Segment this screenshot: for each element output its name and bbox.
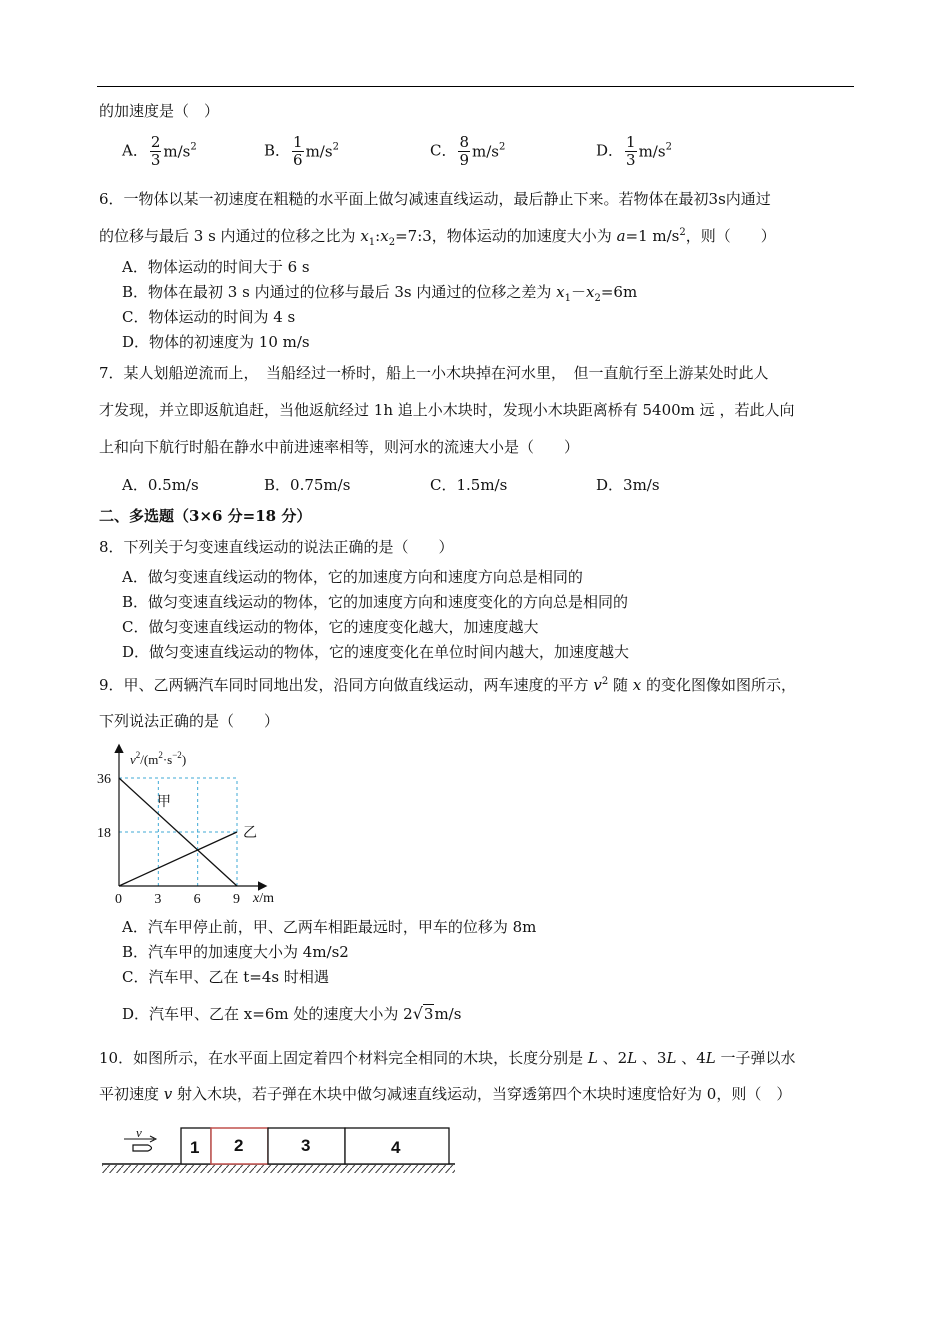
series-line-0 — [119, 778, 237, 886]
q7-option-d[interactable]: D．3m/s — [596, 476, 660, 494]
fraction: $\frac{2}{3}$ — [150, 133, 161, 169]
q7-option-b[interactable]: B．0.75m/s — [264, 476, 351, 494]
q7-option-c[interactable]: C．1.5m/s — [430, 476, 508, 494]
q5-continuation: 的加速度是（ ） — [99, 102, 220, 120]
x-axis-label: x/m — [253, 891, 274, 906]
fraction: $\frac{8}{9}$ — [459, 133, 470, 169]
q9-option-c[interactable]: C．汽车甲、乙在 t=4s 时相遇 — [122, 968, 329, 986]
x-tick-label: 3 — [154, 892, 162, 907]
q5-option-b[interactable]: B． $\frac{1}{6}$ $m/s^2$ — [264, 133, 339, 169]
header-rule — [97, 86, 854, 87]
origin-label: 0 — [115, 892, 122, 907]
v2-x-chart — [90, 740, 320, 910]
q8-stem: 8．下列关于匀变速直线运动的说法正确的是（ ） — [99, 538, 454, 556]
q7-option-a[interactable]: A．0.5m/s — [122, 476, 199, 494]
q5-option-d[interactable]: D． $\frac{1}{3}$ $m/s^2$ — [596, 133, 672, 169]
x-tick-label: 6 — [193, 892, 201, 907]
q9-option-a[interactable]: A．汽车甲停止前，甲、乙两车相距最远时，甲车的位移为 8m — [122, 918, 537, 936]
sqrt-sign: √ — [412, 1004, 423, 1023]
block-3-label: 3 — [301, 1136, 311, 1155]
q7-stem-line1: 7．某人划船逆流而上， 当船经过一桥时，船上一小木块掉在河水里， 但一直航行至上游某处时此人 — [99, 364, 769, 382]
block-1-label: 1 — [190, 1138, 200, 1157]
series-label-0: 甲 — [157, 795, 172, 811]
q6-option-a[interactable]: A．物体运动的时间大于 6 s — [122, 258, 310, 276]
q6-option-c[interactable]: C．物体运动的时间为 4 s — [122, 308, 296, 326]
q7-stem-line2: 才发现，并立即返航追赶，当他返航经过 1h 追上小木块时，发现小木块距离桥有 5400m 远 ，若此人向 — [99, 401, 795, 419]
q10-stem-line1: 10．如图所示，在水平面上固定着四个材料完全相同的木块，长度分别是 L 、2L 、3L 、4L 一子弹以水 — [99, 1049, 796, 1067]
section-heading: 二、多选题（3×6 分=18 分） — [99, 507, 312, 525]
q8-option-a[interactable]: A．做匀变速直线运动的物体，它的加速度方向和速度方向总是相同的 — [122, 568, 583, 586]
fraction: $\frac{1}{3}$ — [626, 133, 636, 169]
ground-hatching — [102, 1165, 455, 1173]
q8-option-b[interactable]: B．做匀变速直线运动的物体，它的加速度方向和速度变化的方向总是相同的 — [122, 593, 629, 611]
q6-option-d[interactable]: D．物体的初速度为 10 m/s — [122, 333, 310, 351]
fraction: $\frac{1}{6}$ — [293, 133, 303, 169]
wood-blocks-figure — [100, 1120, 460, 1180]
y-tick-label: 18 — [97, 826, 111, 841]
q5-option-a[interactable]: A． $\frac{2}{3}$ $m/s^2$ — [122, 133, 197, 169]
q7-stem-line3: 上和向下航行时船在静水中前进速率相等，则河水的流速大小是（ ） — [99, 438, 580, 456]
block-4-label: 4 — [391, 1138, 401, 1157]
y-tick-label: 36 — [97, 772, 111, 787]
q6-stem-line1: 6．一物体以某一初速度在粗糙的水平面上做匀减速直线运动，最后静止下来。若物体在最初3s内通过 — [99, 190, 771, 208]
q6-stem-line2: 的位移与最后 3 s 内通过的位移之比为 $x_1:x_2=7:3$，物体运动的加速度大小为 a=1 $m/s^2$，则（ ） — [99, 227, 776, 248]
q9-option-b[interactable]: B．汽车甲的加速度大小为 4m/s2 — [122, 943, 349, 961]
q6-option-b[interactable]: B．物体在最初 3 s 内通过的位移与最后 3s 内通过的位移之差为 $x_1-x_2=6m$ — [122, 283, 638, 304]
x-tick-label: 9 — [233, 892, 240, 907]
q9-option-d[interactable]: D．汽车甲、乙在 x=6m 处的速度大小为 2√3m/s — [122, 1004, 462, 1023]
q8-option-c[interactable]: C．做匀变速直线运动的物体，它的速度变化越大，加速度越大 — [122, 618, 539, 636]
bullet-icon — [133, 1145, 152, 1151]
q9-stem-line2: 下列说法正确的是（ ） — [99, 712, 280, 730]
velocity-label: v — [136, 1125, 142, 1140]
block-2-label: 2 — [234, 1136, 244, 1155]
y-axis-label: $v^2/(m^2\cdot s^{-2})$ — [130, 750, 187, 767]
q5-option-c[interactable]: C． $\frac{8}{9}$ $m/s^2$ — [430, 133, 506, 169]
series-label-1: 乙 — [243, 826, 257, 841]
q8-option-d[interactable]: D．做匀变速直线运动的物体，它的速度变化在单位时间内越大，加速度越大 — [122, 643, 630, 661]
q9-stem-line1: 9．甲、乙两辆汽车同时同地出发，沿同方向做直线运动，两车速度的平方 $v^2$ 随 x 的变化图像如图所示， — [99, 676, 796, 694]
q10-stem-line2: 平初速度 v 射入木块，若子弹在木块中做匀减速直线运动，当穿透第四个木块时速度恰好为 0，则（ ） — [99, 1085, 792, 1103]
series-line-1 — [119, 832, 237, 886]
